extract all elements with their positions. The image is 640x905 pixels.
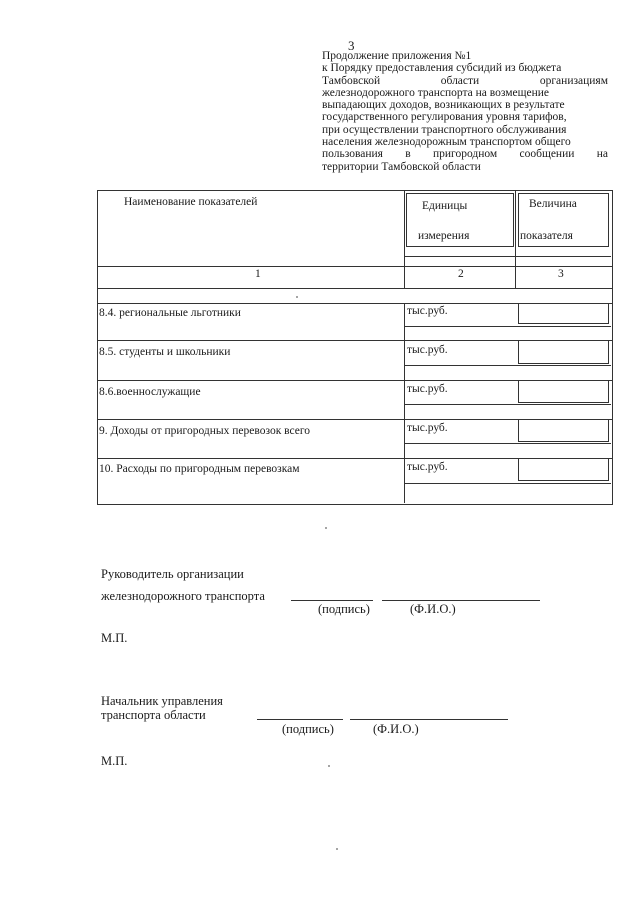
table-col-divider: [404, 380, 405, 419]
row-name: 10. Расходы по пригородным перевозкам: [99, 463, 300, 475]
table-col-divider: [404, 190, 405, 266]
row-value-box: [518, 340, 609, 364]
appendix-line: населения железнодорожным транспортом общего: [322, 136, 571, 149]
appendix-line: [322, 148, 608, 160]
appendix-line: Продолжение приложения №1: [322, 50, 472, 62]
signatory-title-line1: Руководитель организации: [101, 567, 244, 581]
header-unit-line2: измерения: [418, 230, 470, 242]
scan-dot: [328, 765, 330, 767]
column-number: 1: [255, 268, 261, 280]
table-col-divider: [404, 266, 405, 288]
signature-caption: (подпись): [318, 602, 370, 616]
signatory-title-line1: Начальник управления: [101, 694, 223, 708]
stamp-place-label: М.П.: [101, 754, 128, 768]
row-value-box: [518, 380, 609, 403]
scan-dot: [296, 296, 298, 298]
header-value-line2: показателя: [520, 230, 573, 242]
appendix-header: [322, 50, 608, 173]
column-number: 3: [558, 268, 564, 280]
signature-caption: (подпись): [282, 722, 334, 736]
full-name-line: [382, 600, 540, 601]
signatory-title-line2: железнодорожного транспорта: [101, 589, 265, 603]
table-col-divider: [404, 458, 405, 503]
row-unit: тыс.руб.: [407, 383, 448, 395]
appendix-word: пользования: [322, 148, 383, 161]
table-row-divider: [404, 443, 611, 444]
appendix-line: при осуществлении транспортного обслуживания: [322, 123, 567, 136]
page-number: 3: [348, 38, 355, 53]
table-row-divider: [404, 365, 611, 366]
appendix-word: пригородном: [432, 148, 498, 161]
row-name: 8.5. студенты и школьники: [99, 346, 231, 358]
header-unit-line1: Единицы: [422, 200, 468, 212]
table-row-divider: [404, 256, 611, 257]
scan-dot: [325, 527, 327, 529]
header-value-line1: Величина: [529, 198, 577, 210]
full-name-caption: (Ф.И.О.): [373, 722, 419, 736]
row-unit: тыс.руб.: [407, 422, 448, 434]
row-unit: тыс.руб.: [407, 461, 448, 473]
table-col-divider: [515, 190, 516, 266]
appendix-line: выпадающих доходов, возникающих в результате: [322, 99, 565, 112]
appendix-word: в: [405, 148, 411, 161]
appendix-line: государственного регулирования уровня тарифов,: [322, 111, 567, 124]
appendix-line: железнодорожного транспорта на возмещение: [322, 86, 550, 99]
row-value-box: [518, 419, 609, 442]
signatory-title-line2: транспорта области: [101, 708, 206, 722]
signature-line: [291, 600, 373, 601]
table-col-divider: [404, 340, 405, 380]
row-unit: тыс.руб.: [407, 305, 448, 317]
signature-line: [257, 719, 343, 720]
table-col-divider: [404, 303, 405, 340]
table-col-divider: [404, 419, 405, 458]
appendix-word: на: [596, 148, 608, 161]
table-row-divider: [404, 483, 611, 484]
table-row-divider: [404, 404, 611, 405]
stamp-place-label: М.П.: [101, 631, 128, 645]
row-value-box: [518, 458, 609, 481]
appendix-word: организациям: [539, 74, 608, 87]
appendix-word: Тамбовской: [322, 74, 381, 87]
row-value-box: [518, 303, 609, 324]
full-name-line: [350, 719, 508, 720]
column-number: 2: [458, 268, 464, 280]
row-name: 8.4. региональные льготники: [99, 307, 241, 319]
appendix-line: [322, 75, 608, 87]
appendix-line: к Порядку предоставления субсидий из бюджета: [322, 62, 562, 75]
header-name: Наименование показателей: [124, 196, 258, 208]
appendix-word: области: [440, 74, 480, 87]
scan-dot: [336, 848, 338, 850]
table-col-divider: [515, 266, 516, 288]
table-row-divider: [97, 266, 612, 267]
appendix-word: сообщении: [519, 148, 575, 161]
table-row-divider: [404, 326, 611, 327]
full-name-caption: (Ф.И.О.): [410, 602, 456, 616]
row-name: 9. Доходы от пригородных перевозок всего: [99, 425, 311, 437]
row-unit: тыс.руб.: [407, 344, 448, 356]
row-name: 8.6.военнослужащие: [99, 386, 201, 398]
appendix-line: территории Тамбовской области: [322, 160, 481, 173]
table-row-divider: [97, 288, 612, 289]
